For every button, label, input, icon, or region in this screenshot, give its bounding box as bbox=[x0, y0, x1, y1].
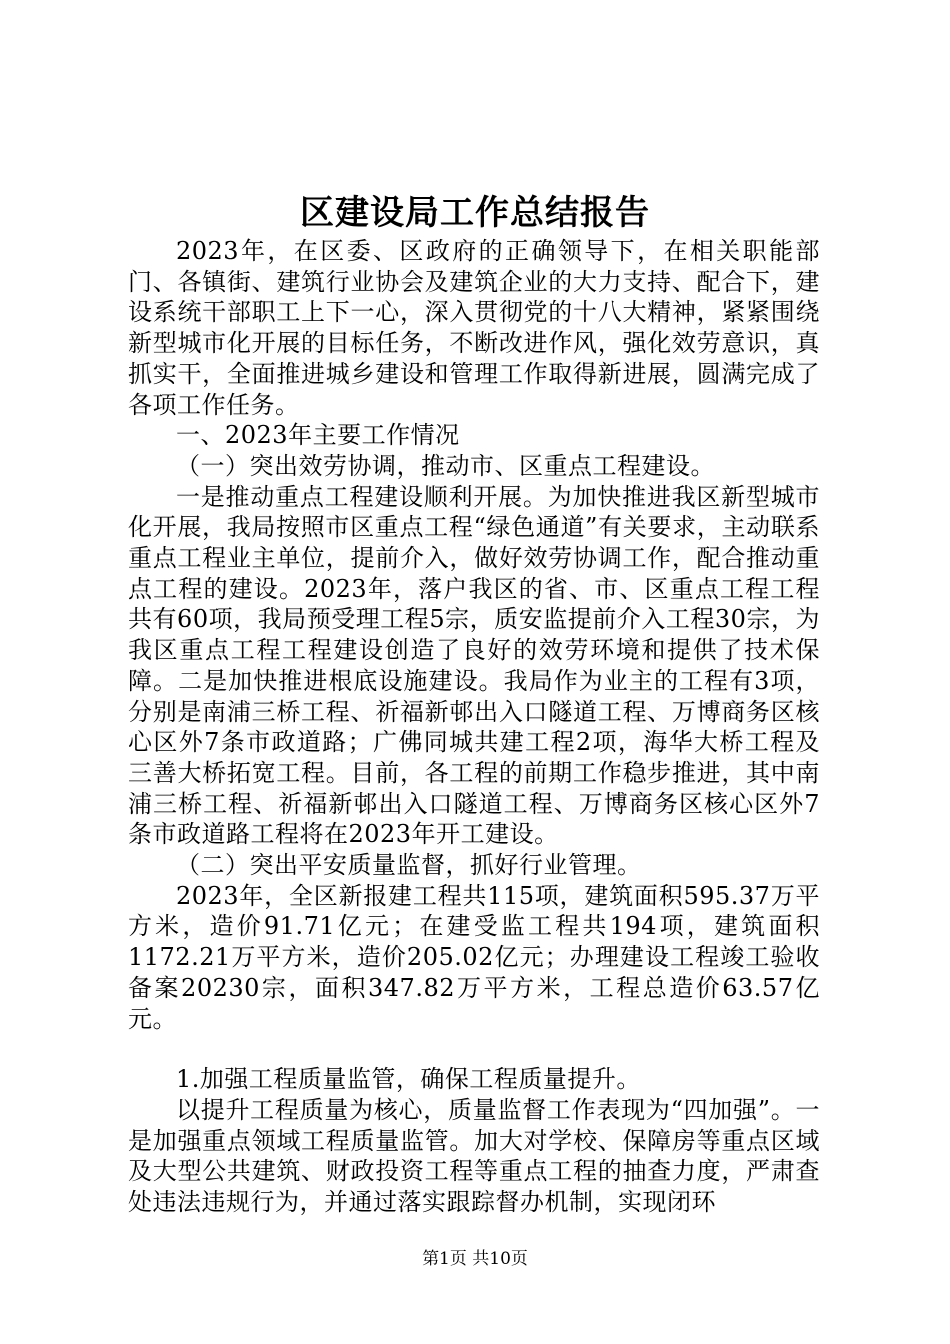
subsection-heading: （一）突出效劳协调，推动市、区重点工程建设。 bbox=[176, 451, 715, 480]
item-heading: 1.加强工程质量监管，确保工程质量提升。 bbox=[176, 1065, 641, 1094]
page-number: 第1页 共10页 bbox=[422, 1249, 528, 1269]
subsection-heading: （二）突出平安质量监督，抓好行业管理。 bbox=[176, 851, 642, 880]
section-heading: 一、2023年主要工作情况 bbox=[176, 421, 460, 450]
paragraph-spacer bbox=[128, 1034, 820, 1064]
document-body bbox=[128, 236, 820, 1218]
body-paragraph: 2023年，全区新报建工程共115项，建筑面积595.37万平方米，造价91.71亿元；在建受监工程共194项，建筑面积1172.21万平方米，造价205.02亿元；办理建设工程竣工验收备案20230宗，面积347.82万平方米，工程总造价63.57亿元。 bbox=[128, 881, 820, 1033]
body-paragraph: 一是推动重点工程建设顺利开展。为加快推进我区新型城市化开展，我局按照市区重点工程“绿色通道”有关要求，主动联系重点工程业主单位，提前介入，做好效劳协调工作，配合推动重点工程的建设。2023年，落户我区的省、市、区重点工程工程共有60项，我局预受理工程5宗，质安监提前介入工程30宗，为我区重点工程工程建设创造了良好的效劳环境和提供了技术保障。二是加快推进根底设施建设。我局作为业主的工程有3项，分别是南浦三桥工程、祈福新邨出入口隧道工程、万博商务区核心区外7条市政道路；广佛同城共建工程2项，海华大桥工程及三善大桥拓宽工程。目前，各工程的前期工作稳步推进，其中南浦三桥工程、祈福新邨出入口隧道工程、万博商务区核心区外7条市政道路工程将在2023年开工建设。 bbox=[128, 482, 820, 849]
body-paragraph: 以提升工程质量为核心，质量监督工作表现为“四加强”。一是加强重点领域工程质量监管。加大对学校、保障房等重点区域及大型公共建筑、财政投资工程等重点工程的抽查力度，严肃查处违法违规行为，并通过落实跟踪督办机制，实现闭环 bbox=[128, 1095, 820, 1217]
intro-paragraph: 2023年，在区委、区政府的正确领导下，在相关职能部门、各镇街、建筑行业协会及建筑企业的大力支持、配合下，建设系统干部职工上下一心，深入贯彻党的十八大精神，紧紧围绕新型城市化开展的目标任务，不断改进作风，强化效劳意识，真抓实干，全面推进城乡建设和管理工作取得新进展，圆满完成了各项工作任务。 bbox=[128, 237, 820, 419]
document-title: 区建设局工作总结报告 bbox=[300, 193, 650, 233]
